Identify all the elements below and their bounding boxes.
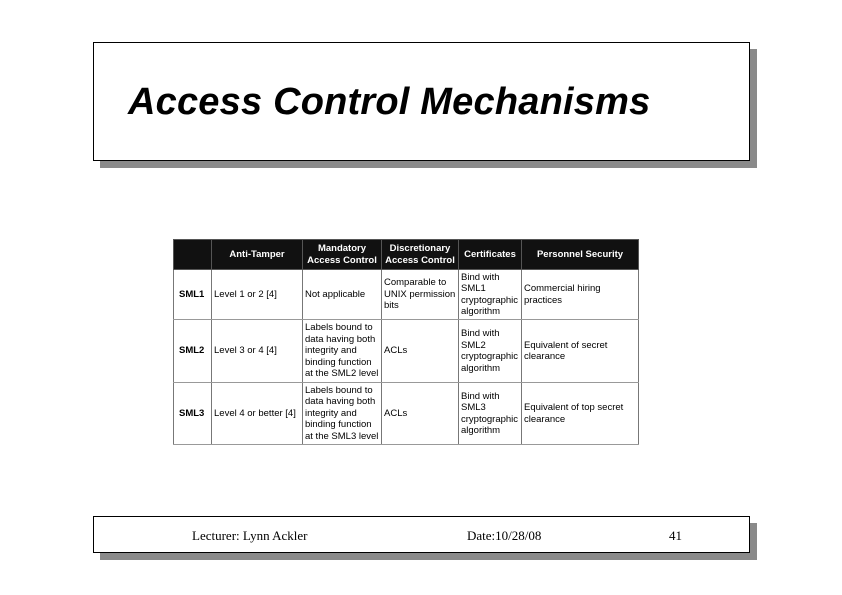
cell-anti-tamper: Level 3 or 4 [4] bbox=[212, 320, 303, 383]
cell-level: SML2 bbox=[174, 320, 212, 383]
header-blank bbox=[174, 240, 212, 270]
cell-personnel: Equivalent of secret clearance bbox=[522, 320, 639, 383]
footer-lecturer: Lecturer: Lynn Ackler bbox=[192, 528, 308, 543]
footer-box bbox=[93, 516, 750, 553]
cell-discretionary: Comparable to UNIX permission bits bbox=[382, 270, 459, 320]
cell-mandatory: Not applicable bbox=[303, 270, 382, 320]
cell-certificates: Bind with SML1 cryptographic algorithm bbox=[459, 270, 522, 320]
footer-date: Date:10/28/08 bbox=[467, 528, 542, 543]
table-row bbox=[174, 383, 639, 445]
cell-anti-tamper: Level 4 or better [4] bbox=[212, 383, 303, 445]
header-anti-tamper: Anti-Tamper bbox=[212, 240, 303, 270]
cell-level: SML1 bbox=[174, 270, 212, 320]
cell-discretionary: ACLs bbox=[382, 383, 459, 445]
table-header-row bbox=[174, 240, 639, 270]
header-personnel-security: Personnel Security bbox=[522, 240, 639, 270]
cell-personnel: Commercial hiring practices bbox=[522, 270, 639, 320]
cell-level: SML3 bbox=[174, 383, 212, 445]
header-mandatory-access-control: Mandatory Access Control bbox=[303, 240, 382, 270]
header-discretionary-access-control: Discretionary Access Control bbox=[382, 240, 459, 270]
footer-page-number: 41 bbox=[669, 528, 682, 543]
cell-certificates: Bind with SML3 cryptographic algorithm bbox=[459, 383, 522, 445]
table-row bbox=[174, 270, 639, 320]
cell-discretionary: ACLs bbox=[382, 320, 459, 383]
title-box bbox=[93, 42, 750, 161]
slide-title: Access Control Mechanisms bbox=[128, 81, 651, 123]
cell-personnel: Equivalent of top secret clearance bbox=[522, 383, 639, 445]
table-row bbox=[174, 320, 639, 383]
cell-certificates: Bind with SML2 cryptographic algorithm bbox=[459, 320, 522, 383]
access-control-table bbox=[173, 239, 639, 445]
cell-anti-tamper: Level 1 or 2 [4] bbox=[212, 270, 303, 320]
cell-mandatory: Labels bound to data having both integrity and binding function at the SML2 level bbox=[303, 320, 382, 383]
cell-mandatory: Labels bound to data having both integrity and binding function at the SML3 level bbox=[303, 383, 382, 445]
header-certificates: Certificates bbox=[459, 240, 522, 270]
